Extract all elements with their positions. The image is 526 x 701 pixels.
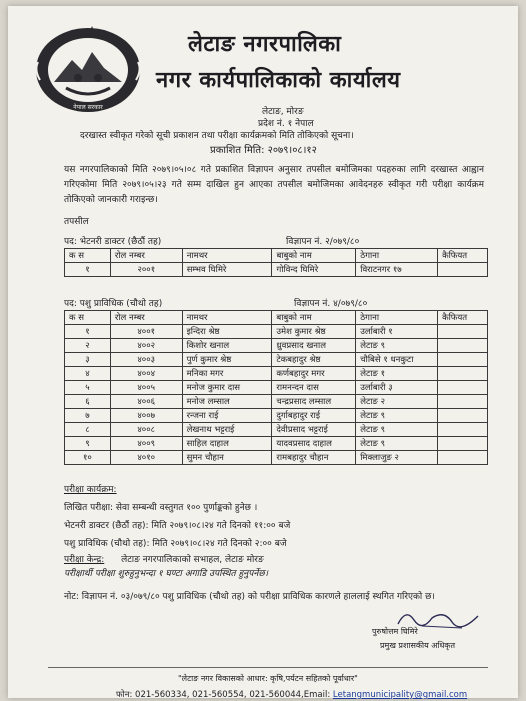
col-header-roll: रोल नम्बर [110, 311, 182, 325]
cell-roll: ४००५ [110, 381, 182, 395]
table-row [65, 367, 488, 381]
table-row [65, 263, 488, 277]
post1-adv-number: विज्ञापन नं. २/०७९/८० [286, 237, 360, 247]
notice-paragraph: यस नगरपालिकाको मिति २०७९।०५।०८ गते प्रकाशित विज्ञापन अनुसार तपसील बमोजिमका पदहरुका लागि दरखास्त आह्वान गरिएकोमा मिति २०७९।०५।२३ गते सम्म दाखिल हुन आएका तपसील बमोजिमका आवेदनहरु स्वीकृत गरी परीक्षा कार्यक्रम तोकिएको जानकारी गराइन्छ। [64, 165, 484, 205]
col-header-roll: रोल नम्बर [110, 249, 182, 263]
col-header-father: बाबुको नाम [272, 249, 356, 263]
col-header-name: नामथर [182, 311, 272, 325]
cell-sn: १० [65, 451, 111, 465]
col-header-address: ठेगाना [356, 249, 438, 263]
post2-label: पद: पशु प्राविधिक (चौथो तह) [64, 299, 163, 309]
exam-reminder: परीक्षार्थी परीक्षा शुरुहुनुभन्दा १ घण्टा अगाडि उपस्थित हुनुपर्नेछ। [64, 569, 269, 579]
cell-sn: ५ [65, 381, 111, 395]
cell-father: चन्द्रप्रसाद लम्साल [272, 395, 356, 409]
cell-father: टेकबहादुर श्रेष्ठ [272, 353, 356, 367]
cell-father: कर्णबहादुर मगर [272, 367, 356, 381]
cell-roll: ४००२ [110, 339, 182, 353]
cell-sn: ८ [65, 423, 111, 437]
cell-name: मनिका मगर [182, 367, 272, 381]
col-header-remarks: कैफियत [438, 311, 488, 325]
cell-roll: ४००३ [110, 353, 182, 367]
cell-name: सम्भव घिमिरे [182, 263, 272, 277]
exam-program-heading: परीक्षा कार्यक्रम: [64, 485, 117, 495]
office-address-line1: लेटाङ, मोरङ [262, 107, 304, 117]
col-header-name: नामथर [182, 249, 272, 263]
table-row [65, 437, 488, 451]
cell-address: विराटनगर १७ [356, 263, 438, 277]
cell-name: मनोज लम्साल [182, 395, 272, 409]
cell-address: उर्लाबारी १ [356, 325, 438, 339]
cell-remarks [438, 339, 488, 353]
table-row [65, 451, 488, 465]
col-header-father: बाबुको नाम [272, 311, 356, 325]
cell-roll: ४०१० [110, 451, 182, 465]
cell-sn: ३ [65, 353, 111, 367]
table-row [65, 395, 488, 409]
table-row [65, 339, 488, 353]
cell-sn: ७ [65, 409, 111, 423]
notice-subject: दरखास्त स्वीकृत गरेको सूची प्रकाशन तथा परीक्षा कार्यक्रमको मिति तोकिएको सूचना। [80, 131, 354, 141]
exam-center-value: लेटाङ नगरपालिकाको सभाहल, लेटाङ मोरङ [121, 555, 264, 565]
post2-header [64, 296, 484, 308]
post1-table [64, 248, 488, 277]
cell-father: उमेश कुमार श्रेष्ठ [272, 325, 356, 339]
cell-roll: ४००८ [110, 423, 182, 437]
exam-center-line [64, 552, 264, 565]
cell-father: देवीप्रसाद भट्टराई [272, 423, 356, 437]
cell-sn: १ [65, 325, 111, 339]
col-header-remarks: कैफियत [438, 249, 488, 263]
footer-divider [48, 667, 488, 668]
cell-roll: २००१ [110, 263, 182, 277]
cell-address: लेटाङ २ [356, 395, 438, 409]
footer-contact [116, 689, 467, 700]
cell-sn: ९ [65, 437, 111, 451]
cell-remarks [438, 263, 488, 277]
tapsil-label: तपसील [64, 217, 89, 227]
cell-roll: ४००९ [110, 437, 182, 451]
cell-father: यादवप्रसाद दाहाल [272, 437, 356, 451]
cell-name: किशोर खनाल [182, 339, 272, 353]
col-header-address: ठेगाना [356, 311, 438, 325]
cell-sn: ४ [65, 367, 111, 381]
nepal-government-emblem-icon [32, 22, 144, 114]
cell-address: उर्लाबारी ३ [356, 381, 438, 395]
cell-remarks [438, 395, 488, 409]
cell-name: लेखनाथ भट्टराई [182, 423, 272, 437]
published-date: प्रकाशित मिति: २०७९।०८।१२ [210, 145, 317, 156]
post2-table [64, 310, 488, 465]
cell-remarks [438, 353, 488, 367]
office-address-line2: प्रदेश नं. १ नेपाल [258, 119, 314, 129]
cell-address: लेटाङ १ [356, 367, 438, 381]
cell-name: सुमन चौहान [182, 451, 272, 465]
footer-phones: फोन: 021-560334, 021-560554, 021-560044,Email: [116, 690, 331, 700]
footer-slogan: "लेटाङ नगर विकासको आधार: कृषि,पर्यटन सहितको पूर्वाधार" [178, 674, 358, 683]
cell-address: मिक्लाजुङ २ [356, 451, 438, 465]
cell-address: लेटाङ ९ [356, 437, 438, 451]
post2-adv-number: विज्ञापन नं. ४/०७९/८० [294, 299, 368, 309]
cell-remarks [438, 409, 488, 423]
cell-address: लेटाङ ९ [356, 409, 438, 423]
notice-paper [8, 6, 518, 698]
col-header-sn: क स [65, 311, 111, 325]
table-row [65, 409, 488, 423]
cell-name: साहिल दाहाल [182, 437, 272, 451]
cell-father: गोविन्द घिमिरे [272, 263, 356, 277]
cell-father: रामनन्दन दास [272, 381, 356, 395]
cell-roll: ४००७ [110, 409, 182, 423]
cell-name: मनोज कुमार दास [182, 381, 272, 395]
cell-father: ध्रुवप्रसाद खनाल [272, 339, 356, 353]
table-row [65, 381, 488, 395]
cell-remarks [438, 381, 488, 395]
cell-remarks [438, 451, 488, 465]
exam-center-label: परीक्षा केन्द्र: [64, 555, 105, 565]
cell-name: पुर्ण कुमार श्रेष्ठ [182, 353, 272, 367]
cell-roll: ४००४ [110, 367, 182, 381]
cell-remarks [438, 423, 488, 437]
cell-roll: ४००६ [110, 395, 182, 409]
cell-address: लेटाङ ९ [356, 339, 438, 353]
cell-sn: १ [65, 263, 111, 277]
signatory-designation: प्रमुख प्रशासकीय अधिकृत [380, 641, 456, 650]
table-row [65, 423, 488, 437]
office-title-line1: लेटाङ नगरपालिका [188, 32, 342, 57]
table-header-row [65, 249, 488, 263]
office-title-line2: नगर कार्यपालिकाको कार्यालय [156, 68, 401, 93]
cell-address: लेटाङ ९ [356, 423, 438, 437]
footer-email-link[interactable]: Letangmunicipality@gmail.com [332, 690, 468, 700]
cell-address: चौबिसे १ धनकुटा [356, 353, 438, 367]
tech-schedule-line: पशु प्राविधिक (चौथो तह): मिति २०७९।०८।२४ गते दिनको २:०० बजे [64, 539, 287, 549]
cell-father: दुर्गाबहादुर राई [272, 409, 356, 423]
col-header-sn: क स [65, 249, 111, 263]
cell-sn: ६ [65, 395, 111, 409]
cell-name: इन्दिरा श्रेष्ठ [182, 325, 272, 339]
cell-remarks [438, 367, 488, 381]
vet-schedule-line: भेटनरी डाक्टर (छैठौं तह): मिति २०७९।०८।२४ गते दिनको ११:०० बजे [64, 521, 291, 531]
exam-note: नोट: विज्ञापन नं. ०३/०७९/८० पशु प्राविधिक (चौथो तह) को परीक्षा प्राविधिक कारणले हाललाई स्थगित गरिएको छ। [64, 592, 435, 602]
written-exam-line: लिखित परीक्षा: सेवा सम्बन्धी वस्तुगत १०० पुर्णाङ्कको हुनेछ । [64, 503, 258, 513]
cell-father: रामबहादुर चौहान [272, 451, 356, 465]
emblem-ring-text: नेपाल सरकार [73, 104, 103, 111]
table-row [65, 325, 488, 339]
cell-remarks [438, 437, 488, 451]
cell-name: रन्जना राई [182, 409, 272, 423]
table-row [65, 353, 488, 367]
table-header-row [65, 311, 488, 325]
post1-label: पद: भेटनरी डाक्टर (छैठौं तह) [64, 237, 162, 247]
signatory-name: पुरुषोत्तम घिमिरे [372, 627, 418, 636]
cell-roll: ४००१ [110, 325, 182, 339]
cell-sn: २ [65, 339, 111, 353]
cell-remarks [438, 325, 488, 339]
post1-header [64, 234, 484, 246]
